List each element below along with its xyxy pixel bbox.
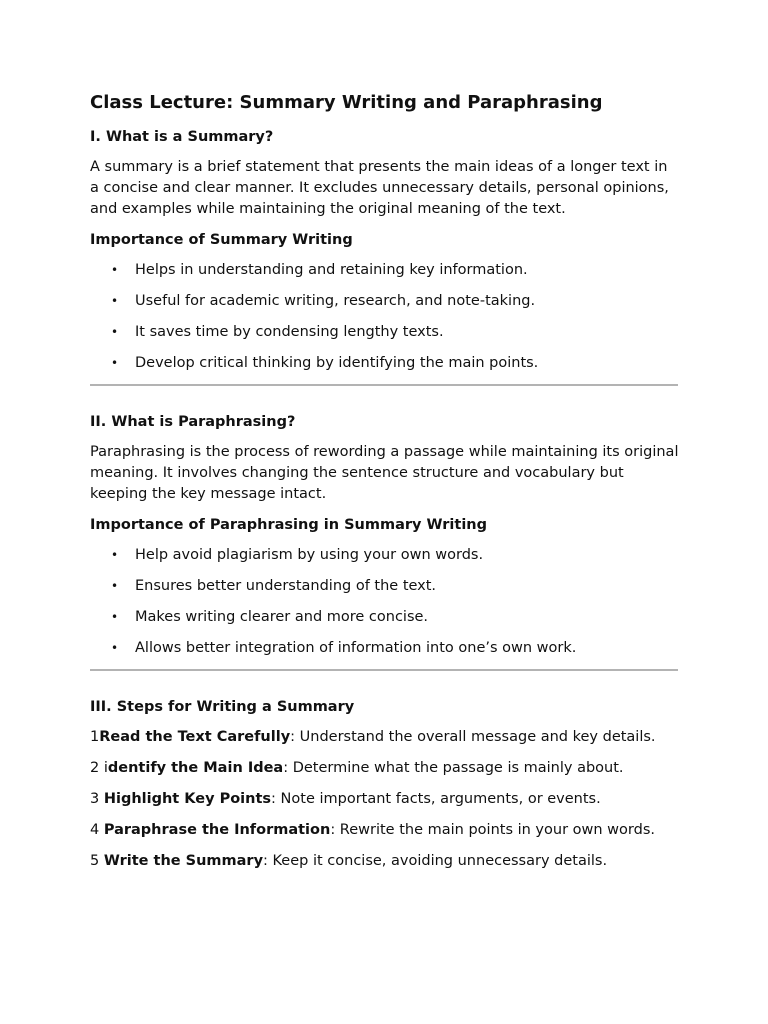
bullet-icon: • <box>111 641 119 655</box>
step-description: : Understand the overall message and key details. <box>290 729 656 745</box>
step-item <box>90 820 680 841</box>
list-item <box>90 545 680 566</box>
step-number: 4 <box>90 822 104 838</box>
bullet-icon: • <box>111 579 119 593</box>
section-1-heading: I. What is a Summary? <box>90 129 274 145</box>
section-3-heading: III. Steps for Writing a Summary <box>90 699 355 715</box>
list-item <box>90 260 680 281</box>
bullet-icon: • <box>111 356 119 370</box>
step-item <box>90 758 680 779</box>
bullet-icon: • <box>111 548 119 562</box>
step-description: : Rewrite the main points in your own words. <box>330 822 655 838</box>
section-2-bullet-list <box>90 545 680 659</box>
document-page <box>90 91 680 882</box>
list-item-text: Useful for academic writing, research, and note-taking. <box>135 293 536 309</box>
step-title: Write the Summary <box>103 853 264 869</box>
list-item <box>90 638 680 659</box>
bullet-icon: • <box>111 263 119 277</box>
list-item <box>90 576 680 597</box>
list-item <box>90 291 680 312</box>
section-2-subheading: Importance of Paraphrasing in Summary Writing <box>90 517 488 533</box>
step-number: 3 <box>90 791 104 807</box>
step-description: : Determine what the passage is mainly about. <box>283 760 624 776</box>
list-item <box>90 353 680 374</box>
list-item <box>90 607 680 628</box>
step-item <box>90 851 680 872</box>
section-1-subheading: Importance of Summary Writing <box>90 232 353 248</box>
step-number: 5 <box>90 853 104 869</box>
list-item-text: It saves time by condensing lengthy texts. <box>135 324 444 340</box>
step-item <box>90 789 680 810</box>
step-title: Paraphrase the Information <box>103 822 331 838</box>
bullet-icon: • <box>111 294 119 308</box>
step-number: 1 <box>90 729 100 745</box>
step-title: Highlight Key Points <box>103 791 272 807</box>
step-description: : Note important facts, arguments, or events. <box>271 791 601 807</box>
list-item-text: Makes writing clearer and more concise. <box>135 609 429 625</box>
section-1-bullet-list <box>90 260 680 374</box>
section-divider <box>90 669 678 671</box>
section-2-heading: II. What is Paraphrasing? <box>90 414 296 430</box>
list-item-text: Helps in understanding and retaining key information. <box>135 262 528 278</box>
step-title: Read the Text Carefully <box>99 729 291 745</box>
list-item <box>90 322 680 343</box>
page-title: Class Lecture: Summary Writing and Paraphrasing <box>90 92 603 113</box>
step-title: dentify the Main Idea <box>107 760 284 776</box>
list-item-text: Allows better integration of information into one’s own work. <box>135 640 577 656</box>
list-item-text: Help avoid plagiarism by using your own words. <box>135 547 484 563</box>
section-2-paragraph: Paraphrasing is the process of rewording a passage while maintaining its original meaning. It involves changing the sentence structure and vocabulary but keeping the key message intact. <box>90 444 679 502</box>
step-description: : Keep it concise, avoiding unnecessary details. <box>263 853 608 869</box>
list-item-text: Develop critical thinking by identifying the main points. <box>135 355 539 371</box>
step-number: 2 i <box>90 760 108 776</box>
bullet-icon: • <box>111 325 119 339</box>
list-item-text: Ensures better understanding of the text. <box>135 578 437 594</box>
section-1-paragraph: A summary is a brief statement that presents the main ideas of a longer text in a concise and clear manner. It excludes unnecessary details, personal opinions, and examples while maintaining the original meaning of the text. <box>90 159 669 217</box>
step-item <box>90 727 680 748</box>
bullet-icon: • <box>111 610 119 624</box>
section-divider <box>90 384 678 386</box>
